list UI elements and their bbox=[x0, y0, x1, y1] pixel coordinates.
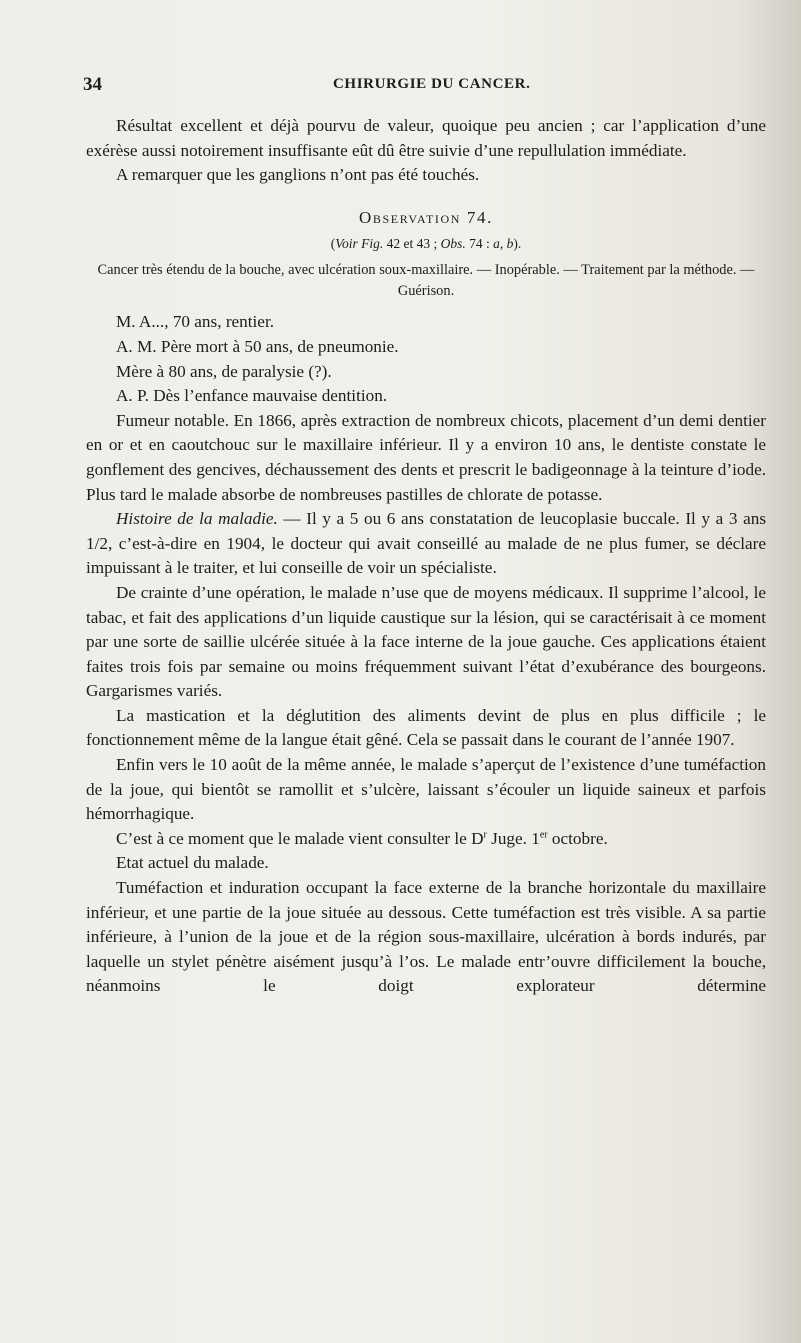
fear-paragraph: De crainte d’une opération, le malade n’use que de moyens médicaux. Il supprime l’alcool, le tabac, et fait des applications d’un liquide caustique sur la lésion, qui se caractérisait à ce moment par une sorte de saillie ulcérée située à la face interne de la joue gauche. Ces applications étaient faites trois fois par semaine ou moins fréquemment suivant l’état d’exubérance des bourgeons. Gargarismes variés. bbox=[86, 582, 766, 701]
page-number: 34 bbox=[83, 74, 102, 95]
ref-figures: 42 et 43 ; bbox=[383, 236, 441, 252]
consult-text-c: octobre. bbox=[547, 828, 608, 848]
observation-reference bbox=[86, 234, 766, 254]
father-line: A. M. Père mort à 50 ans, de pneumonie. bbox=[116, 336, 399, 356]
childhood-line: A. P. Dès l’enfance mauvaise dentition. bbox=[116, 386, 388, 406]
history-paragraph bbox=[86, 507, 766, 581]
ref-obs-number: 74 : bbox=[465, 236, 494, 252]
ref-close: ). bbox=[513, 236, 522, 252]
observation-title: Observation 74. bbox=[359, 207, 493, 227]
ref-open: ( bbox=[330, 236, 336, 252]
intro-paragraph: Résultat excellent et déjà pourvu de valeur, quoique peu ancien ; car l’application d’une exérèse aussi notoirement insuffisante eût dû être suivie d’une repullulation immédiate. bbox=[86, 116, 766, 160]
observation-summary: Cancer très étendu de la bouche, avec ulcération soux-maxillaire. — Inopérable. — Traitement par la méthode. — Guérison. bbox=[97, 262, 755, 300]
history-label: Histoire de la maladie. bbox=[116, 509, 278, 529]
consult-sup-er: er bbox=[539, 829, 548, 841]
text-body bbox=[86, 114, 766, 999]
consult-paragraph bbox=[86, 827, 766, 852]
tumefaction-paragraph: Tuméfaction et induration occupant la face externe de la branche horizontale du maxillaire inférieur, et une partie de la joue située au dessous. Cette tuméfaction est très visible. A sa partie inférieure, à l’union de la joue et de la région sous-maxillaire, ulcération à bords indurés, par laquelle un stylet pénètre aisément jusqu’à l’os. Le malade entr’ouvre difficilement la bouche, néanmoins le doigt explorateur détermine bbox=[86, 878, 766, 996]
history-text: — Il y a 5 ou 6 ans constatation de leucoplasie buccale. Il y a 3 ans 1/2, c’est-à-dire en 1904, le docteur qui avait conseillé au malade de ne plus fumer, se déclare impuissant à le traiter, et lui conseille de voir un spécialiste. bbox=[86, 509, 767, 578]
mother-line: Mère à 80 ans, de paralysie (?). bbox=[116, 361, 332, 381]
patient-line: M. A..., 70 ans, rentier. bbox=[116, 312, 275, 332]
consult-sup-r: r bbox=[483, 829, 487, 841]
ref-ab: a, b bbox=[493, 236, 514, 252]
consult-text-a: C’est à ce moment que le malade vient consulter le D bbox=[116, 828, 484, 848]
ref-voir-fig: Voir Fig. bbox=[335, 236, 384, 252]
enfin-paragraph: Enfin vers le 10 août de la même année, le malade s’aperçut de l’existence d’une tuméfaction de la joue, qui bientôt se ramollit et s’ulcère, laissant s’écouler un liquide saineux et parfois hémorrhagique. bbox=[86, 755, 766, 824]
running-head bbox=[83, 74, 763, 98]
mastication-paragraph: La mastication et la déglutition des aliments devint de plus en plus difficile ; le fonctionnement même de la langue était gêné. Cela se passait dans le courant de l’année 1907. bbox=[86, 705, 766, 750]
smoker-paragraph: Fumeur notable. En 1866, après extraction de nombreux chicots, placement d’un demi dentier en or et en caoutchouc sur le maxillaire inférieur. Il y a environ 10 ans, le dentiste constate le gonflement des gencives, déchaussement des dents et prescrit le badigeonnage à la teinture d’iode. Plus tard le malade absorbe de nombreuses pastilles de chlorate de potasse. bbox=[86, 410, 766, 504]
state-heading: Etat actuel du malade. bbox=[116, 853, 269, 873]
observation-body bbox=[86, 310, 766, 999]
intro-remark: A remarquer que les ganglions n’ont pas été touchés. bbox=[116, 165, 480, 185]
running-title: CHIRURGIE DU CANCER. bbox=[333, 76, 531, 92]
ref-obs: Obs. bbox=[440, 236, 466, 252]
consult-text-b: Juge. 1 bbox=[486, 828, 540, 848]
